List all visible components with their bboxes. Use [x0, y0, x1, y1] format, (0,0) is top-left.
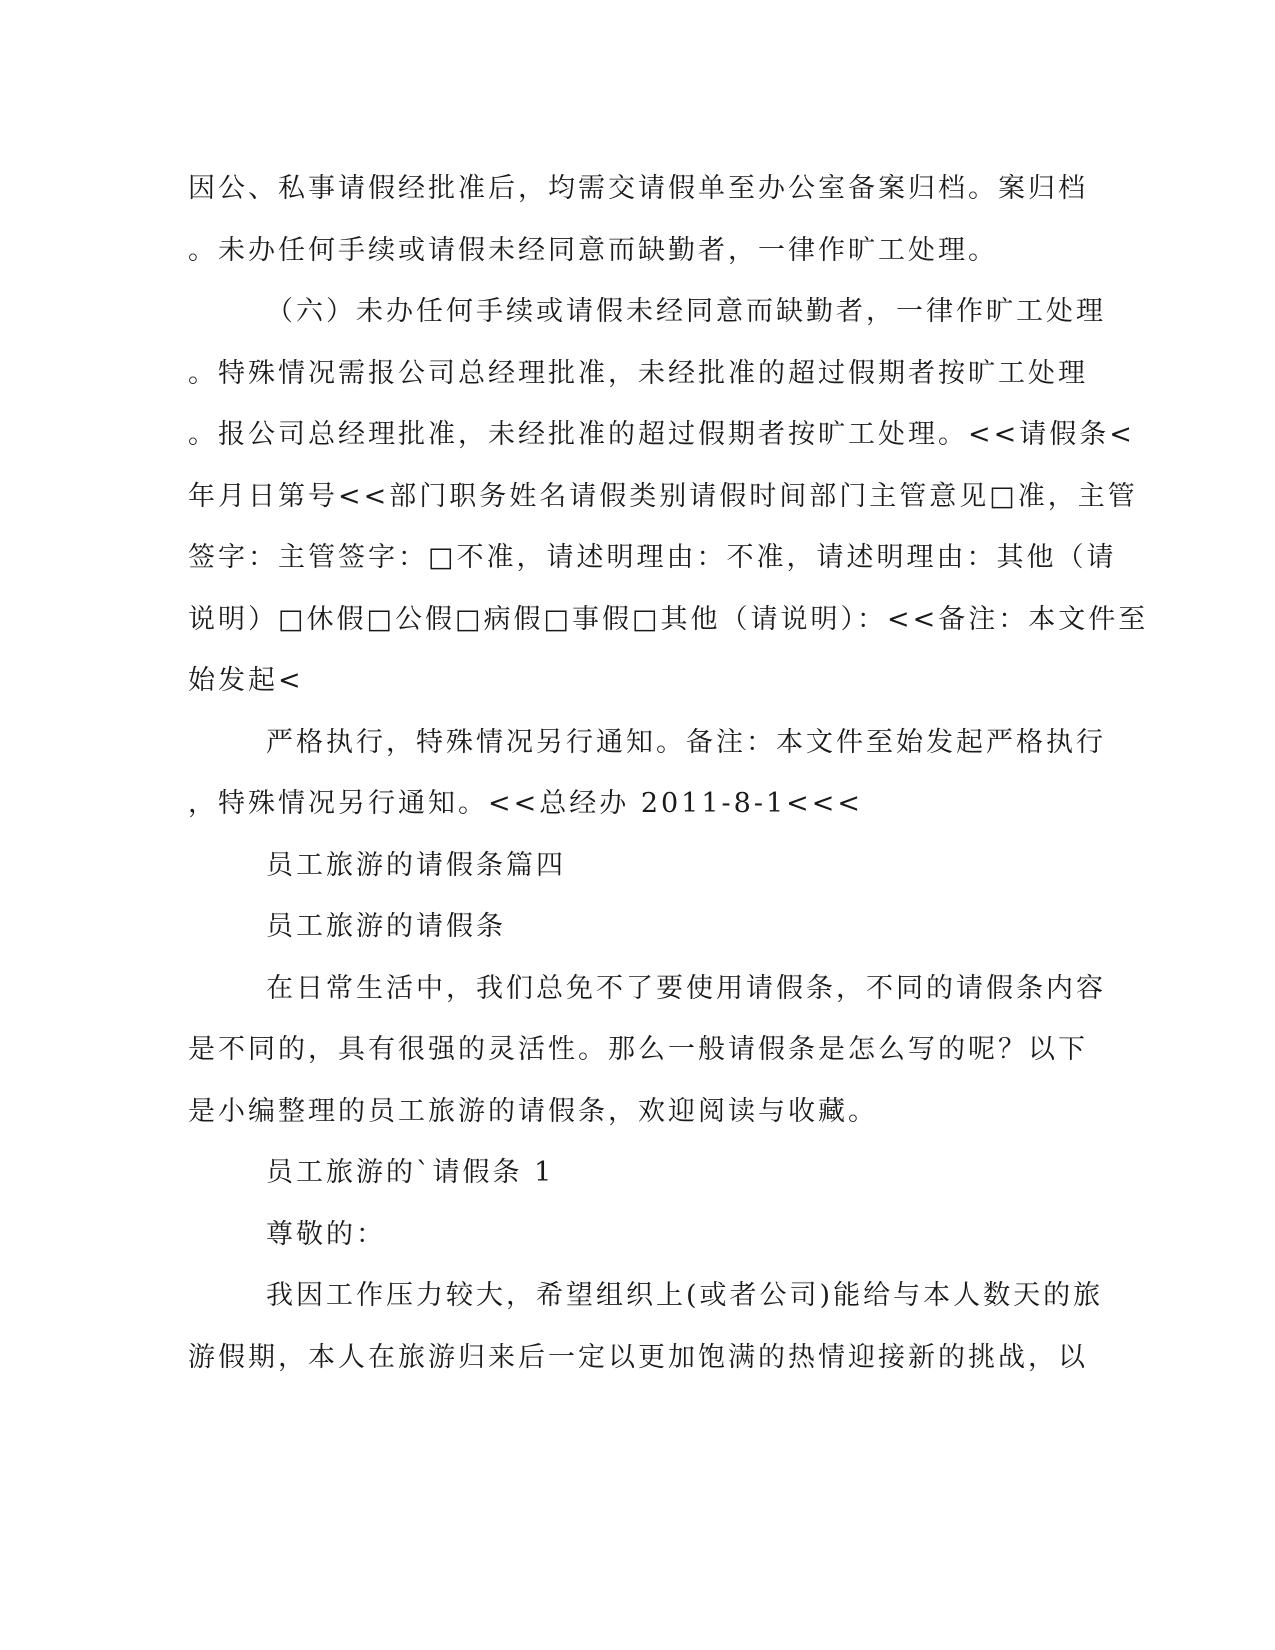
- document-body: [188, 158, 1149, 1388]
- text-line: ，特殊情况另行通知。<<总经办 2011-8-1<<<: [188, 788, 864, 819]
- sub-heading: [188, 1142, 1078, 1204]
- text-line: 。未办任何手续或请假未经同意而缺勤者，一律作旷工处理。: [188, 234, 998, 266]
- text-line: 尊敬的：: [266, 1218, 386, 1250]
- text-line: 我因工作压力较大，希望组织上(或者公司)能给与本人数天的旅: [266, 1280, 1104, 1311]
- text-line: 始发起<: [188, 665, 304, 696]
- article-title: [188, 896, 1078, 958]
- paragraph: [188, 712, 1106, 835]
- text-line: 。报公司总经理批准，未经批准的超过假期者按旷工处理。<<请假条<: [188, 419, 1135, 450]
- paragraph: [188, 158, 1088, 281]
- text-line: 因公、私事请假经批准后，均需交请假单至办公室备案归档。案归档: [188, 173, 1088, 204]
- paragraph: [188, 1265, 1104, 1388]
- text-line: 在日常生活中，我们总免不了要使用请假条，不同的请假条内容: [266, 972, 1106, 1004]
- text-line: 年月日第号<<部门职务姓名请假类别请假时间部门主管意见□准，主管: [188, 480, 1138, 512]
- section-heading: [188, 835, 1078, 897]
- salutation: [188, 1204, 1078, 1266]
- paragraph: [188, 958, 1106, 1143]
- text-line: 员工旅游的请假条篇四: [266, 849, 566, 881]
- paragraph: [188, 281, 1149, 712]
- text-line: 员工旅游的请假条: [266, 911, 506, 942]
- text-line: 是小编整理的员工旅游的请假条，欢迎阅读与收藏。: [188, 1095, 878, 1127]
- text-line: 员工旅游的`请假条 1: [266, 1157, 555, 1188]
- text-line: 。特殊情况需报公司总经理批准，未经批准的超过假期者按旷工处理: [188, 357, 1088, 389]
- text-line: （六）未办任何手续或请假未经同意而缺勤者，一律作旷工处理: [266, 296, 1106, 327]
- text-line: 签字：主管签字：□不准，请述明理由：不准，请述明理由：其他（请: [188, 542, 1117, 573]
- text-line: 游假期，本人在旅游归来后一定以更加饱满的热情迎接新的挑战，以: [188, 1341, 1088, 1373]
- text-line: 严格执行，特殊情况另行通知。备注：本文件至始发起严格执行: [266, 726, 1106, 758]
- text-line: 是不同的，具有很强的灵活性。那么一般请假条是怎么写的呢？以下: [188, 1034, 1088, 1065]
- text-line: 说明）□休假□公假□病假□事假□其他（请说明）：<<备注：本文件至: [188, 603, 1149, 635]
